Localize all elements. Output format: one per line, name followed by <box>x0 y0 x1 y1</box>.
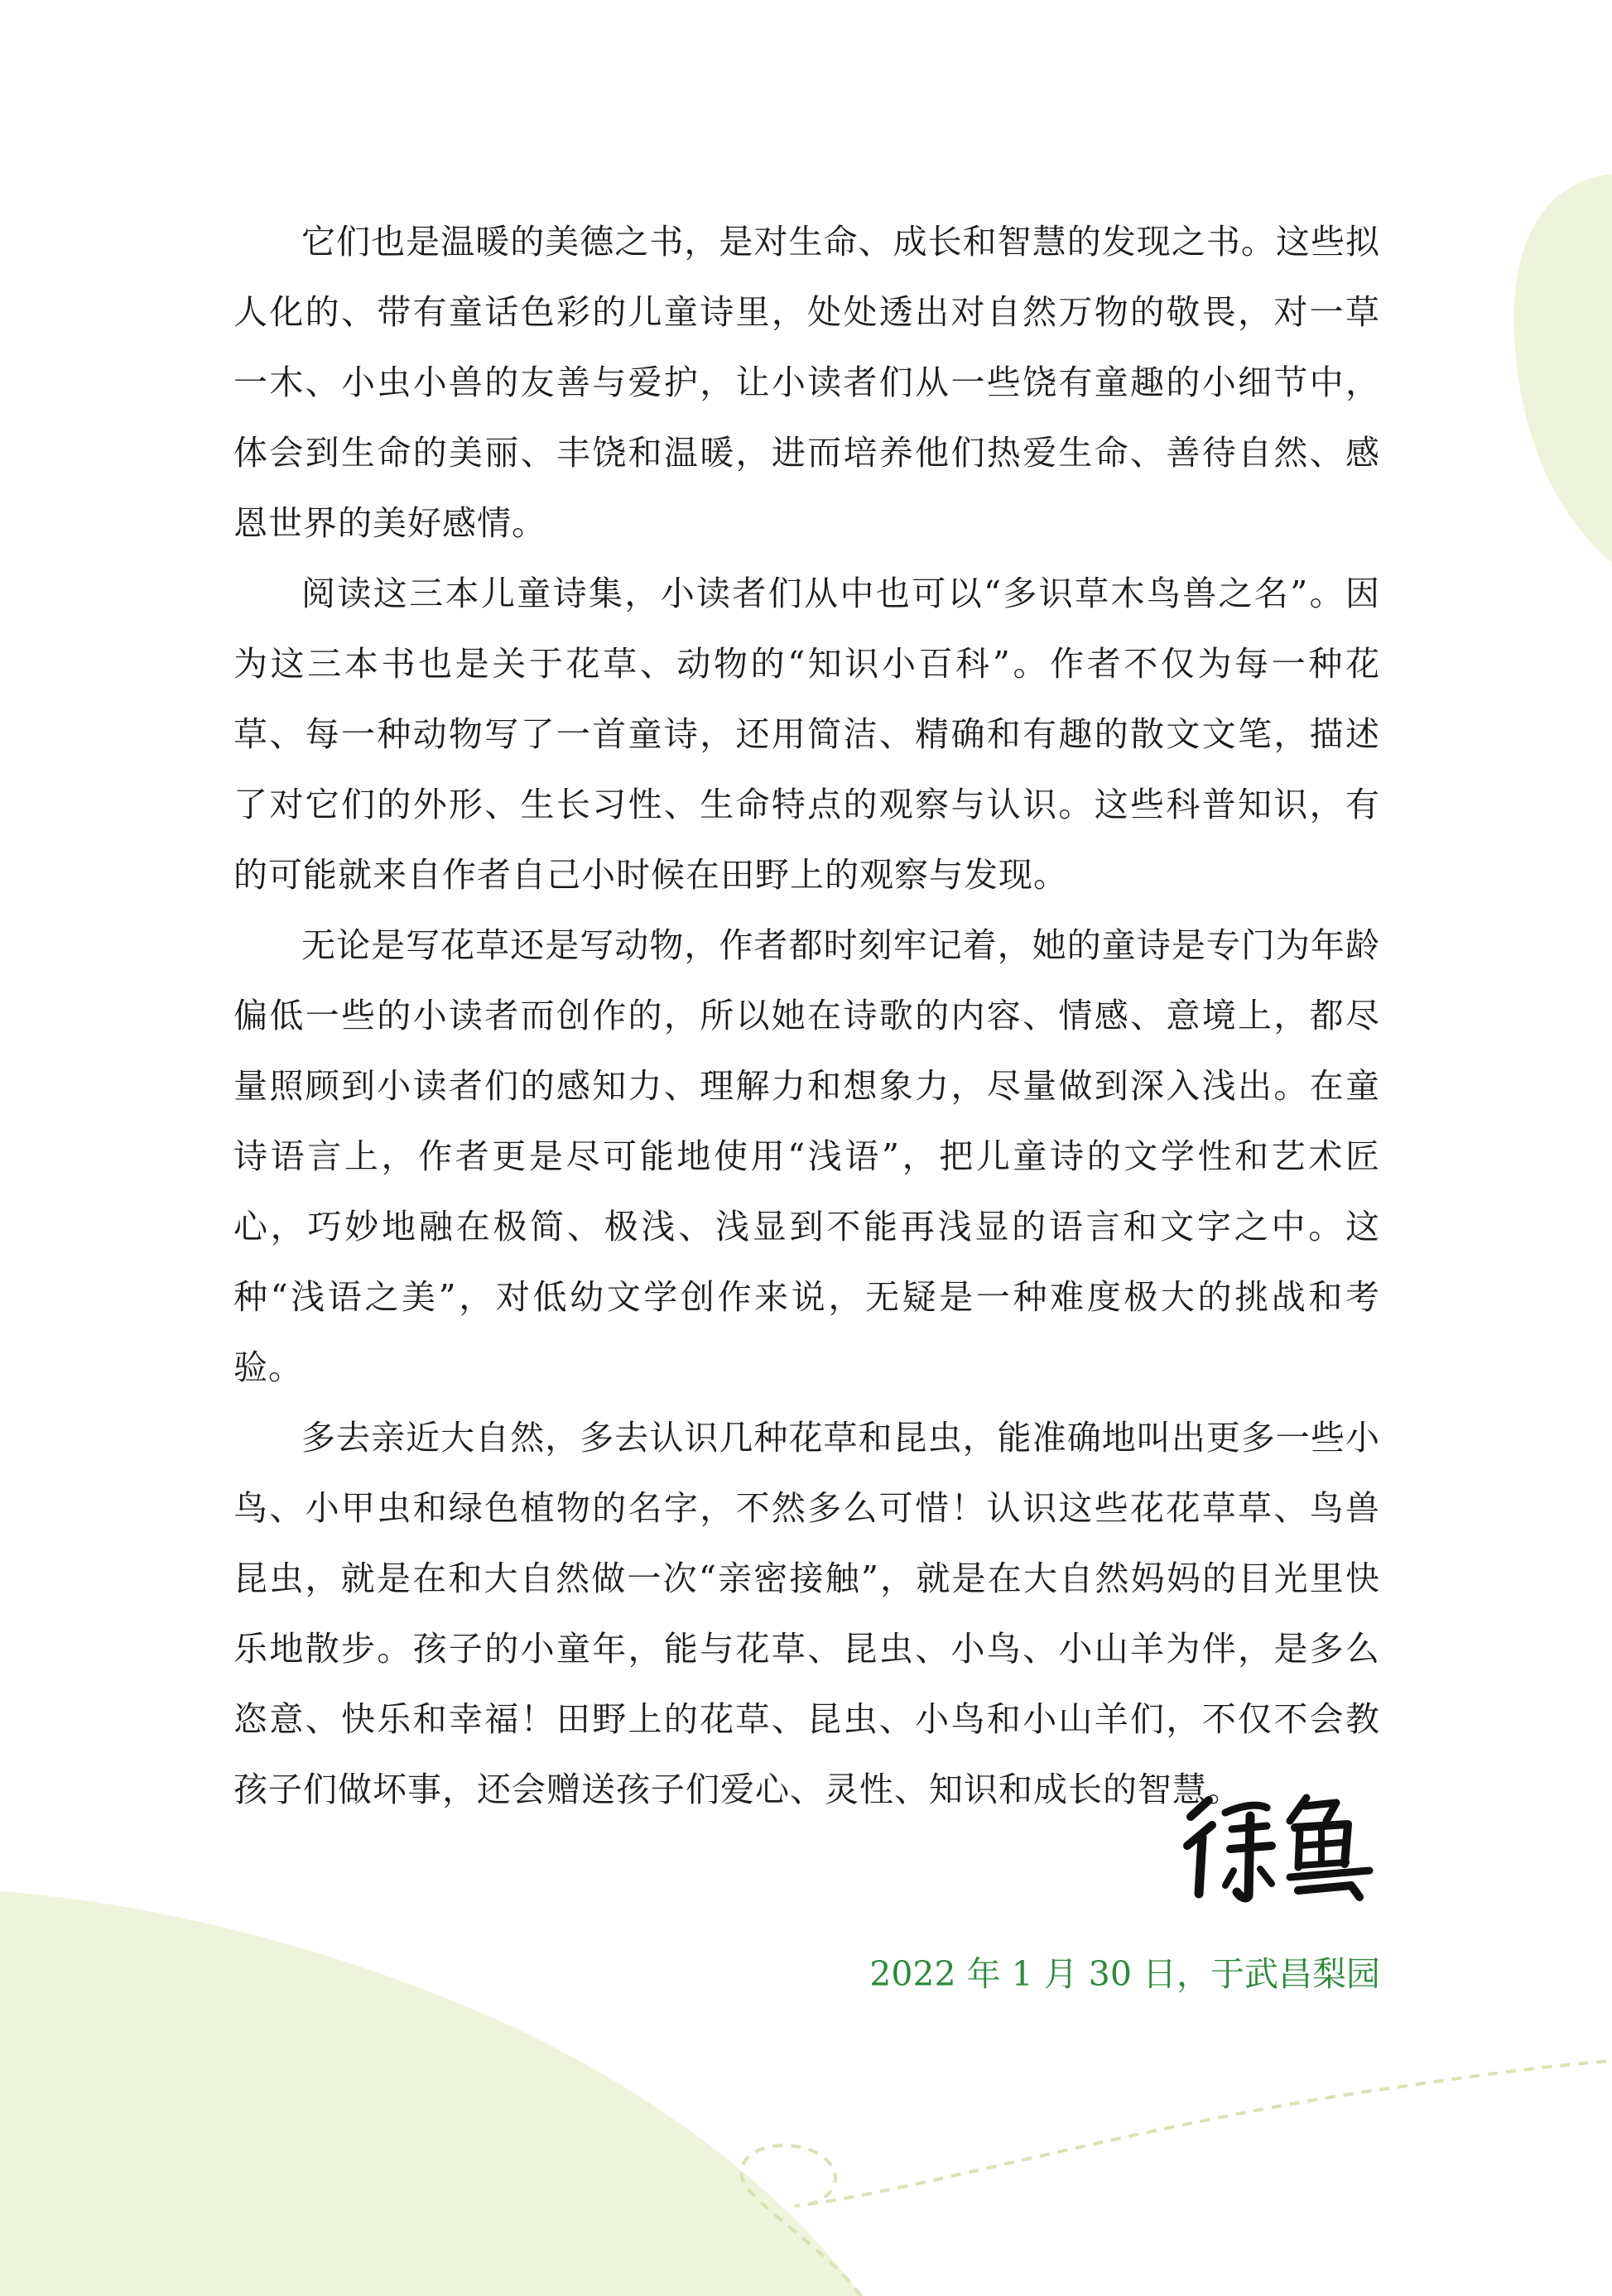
article-body <box>233 207 1380 1825</box>
paragraph: 多去亲近大自然，多去认识几种花草和昆虫，能准确地叫出更多一些小鸟、小甲虫和绿色植物的名字，不然多么可惜！认识这些花花草草、鸟兽昆虫，就是在和大自然做一次“亲密接触”，就是在大自然妈妈的目光里快乐地散步。孩子的小童年，能与花草、昆虫、小鸟、小山羊为伴，是多么恣意、快乐和幸福！田野上的花草、昆虫、小鸟和小山羊们，不仅不会教孩子们做坏事，还会赠送孩子们爱心、灵性、知识和成长的智慧。 <box>233 1418 1380 1809</box>
paragraph: 它们也是温暖的美德之书，是对生命、成长和智慧的发现之书。这些拟人化的、带有童话色彩的儿童诗里，处处透出对自然万物的敬畏，对一草一木、小虫小兽的友善与爱护，让小读者们从一些饶有童趣的小细节中，体会到生命的美丽、丰饶和温暖，进而培养他们热爱生命、善待自然、感恩世界的美好感情。 <box>233 222 1380 543</box>
bottom-left-green-shape <box>0 1891 861 2296</box>
paragraph: 无论是写花草还是写动物，作者都时刻牢记着，她的童诗是专门为年龄偏低一些的小读者而创作的，所以她在诗歌的内容、情感、意境上，都尽量照顾到小读者们的感知力、理解力和想象力，尽量做到深入浅出。在童诗语言上，作者更是尽可能地使用“浅语”，把儿童诗的文学性和艺术匠心，巧妙地融在极简、极浅、浅显到不能再浅显的语言和文字之中。这种“浅语之美”，对低幼文学创作来说，无疑是一种难度极大的挑战和考验。 <box>233 925 1380 1387</box>
top-right-green-shape <box>1513 174 1612 563</box>
bottom-dashed-path <box>741 2061 1612 2296</box>
paragraph: 阅读这三本儿童诗集，小读者们从中也可以“多识草木鸟兽之名”。因为这三本书也是关于花草、动物的“知识小百科”。作者不仅为每一种花草、每一种动物写了一首童诗，还用简洁、精确和有趣的散文文笔，描述了对它们的外形、生长习性、生命特点的观察与认识。这些科普知识，有的可能就来自作者自己小时候在田野上的观察与发现。 <box>233 574 1380 895</box>
handwritten-signature <box>1174 1788 1391 1904</box>
dateline: 2022 年 1 月 30 日，于武昌梨园 <box>869 1954 1380 1994</box>
